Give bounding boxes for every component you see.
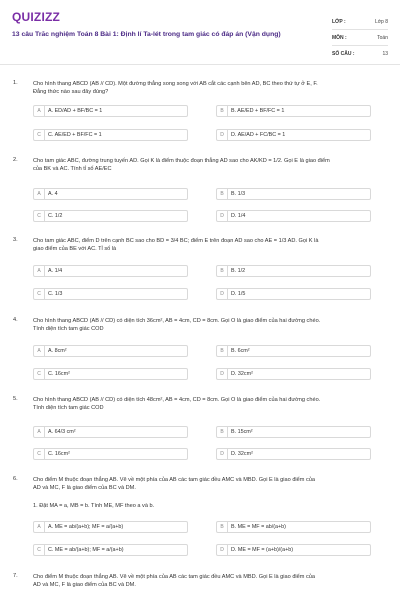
option-d[interactable] xyxy=(216,544,371,556)
option-letter: C xyxy=(34,130,45,140)
meta-value: 13 xyxy=(382,50,388,57)
option-text: C. 16cm² xyxy=(48,371,70,377)
option-text: D. 32cm² xyxy=(231,451,253,457)
option-a[interactable] xyxy=(33,265,188,277)
option-text: B. 6cm² xyxy=(231,348,250,354)
option-letter: C xyxy=(34,449,45,459)
option-a[interactable] xyxy=(33,426,188,438)
option-letter: C xyxy=(34,211,45,221)
option-text: A. 1/4 xyxy=(48,268,63,274)
question-line: của BK và AC. Tính tỉ số AE/EC xyxy=(33,166,112,172)
option-letter: B xyxy=(217,346,228,356)
option-c[interactable] xyxy=(33,448,188,460)
option-letter: A xyxy=(34,266,45,276)
question-number: 4. xyxy=(13,317,18,323)
option-letter: D xyxy=(217,289,228,299)
question-line: Cho hình thang ABCD (AB // CD) có diện tích 36cm², AB = 4cm, CD = 8cm. Gọi O là giao điểm của hai đường chéo. xyxy=(33,318,321,324)
option-text: A. ED/AD + BF/BC = 1 xyxy=(48,108,103,114)
option-a[interactable] xyxy=(33,105,188,117)
question-text xyxy=(33,317,387,333)
worksheet-header xyxy=(0,0,400,70)
option-letter: A xyxy=(34,522,45,532)
option-b[interactable] xyxy=(216,105,371,117)
question-line: Cho hình thang ABCD (AB // CD). Một đường thẳng song song với AB cắt các cạnh bên AD, BC theo thứ tự ở E, F. xyxy=(33,81,318,87)
option-text: B. 1/3 xyxy=(231,191,246,197)
option-c[interactable] xyxy=(33,288,188,300)
option-text: B. 15cm² xyxy=(231,429,253,435)
option-b[interactable] xyxy=(216,345,371,357)
question-number: 1. xyxy=(13,80,18,86)
option-text: A. 4 xyxy=(48,191,58,197)
option-text: C. AE/ED + BF/FC = 1 xyxy=(48,132,102,138)
question-line: AD và MC, F là giao điểm của BC và DM. xyxy=(33,485,136,491)
meta-row-count xyxy=(332,45,388,61)
meta-key: MÔN : xyxy=(332,34,347,41)
option-text: B. 1/2 xyxy=(231,268,246,274)
question-text xyxy=(33,476,387,492)
question-line: Cho điểm M thuộc đoạn thẳng AB. Vẽ về một phía của AB các tam giác đều AMC và MBD. Gọi E là giao điểm của xyxy=(33,477,316,483)
question-line: Cho tam giác ABC, đường trung tuyến AD. Gọi K là điểm thuộc đoạn thẳng AD sao cho AK/KD = 1/2. Gọi E là giao điểm xyxy=(33,158,330,164)
option-a[interactable] xyxy=(33,521,188,533)
option-letter: D xyxy=(217,130,228,140)
option-letter: B xyxy=(217,266,228,276)
option-text: D. 1/4 xyxy=(231,213,246,219)
question-line: Đẳng thức nào sau đây đúng? xyxy=(33,89,109,95)
option-text: B. AE/ED + BF/FC = 1 xyxy=(231,108,285,114)
option-text: C. 1/2 xyxy=(48,213,63,219)
question-text xyxy=(33,237,387,253)
option-d[interactable] xyxy=(216,368,371,380)
option-text: C. 16cm² xyxy=(48,451,70,457)
option-letter: B xyxy=(217,427,228,437)
option-text: B. ME = MF = ab/(a+b) xyxy=(231,524,286,530)
meta-key: SỐ CÂU : xyxy=(332,50,355,57)
option-letter: D xyxy=(217,211,228,221)
option-d[interactable] xyxy=(216,448,371,460)
option-text: D. AE/AD + FC/BC = 1 xyxy=(231,132,286,138)
meta-key: LỚP : xyxy=(332,18,346,25)
question-number: 5. xyxy=(13,396,18,402)
question-line: giao điểm của BE với AC. Tỉ số là xyxy=(33,246,117,252)
option-text: C. ME = ab/(a+b); MF = a/(a+b) xyxy=(48,547,124,553)
option-text: D. ME = MF = (a+b)/(a+b) xyxy=(231,547,294,553)
option-letter: B xyxy=(217,106,228,116)
option-b[interactable] xyxy=(216,188,371,200)
option-letter: C xyxy=(34,545,45,555)
sub-question: 1. Đặt MA = a, MB = b. Tính ME, MF theo a và b. xyxy=(33,503,155,509)
option-c[interactable] xyxy=(33,544,188,556)
option-letter: A xyxy=(34,346,45,356)
option-letter: B xyxy=(217,189,228,199)
header-divider xyxy=(0,64,400,65)
question-number: 7. xyxy=(13,573,18,579)
question-text xyxy=(33,396,387,412)
meta-row-grade xyxy=(332,14,388,29)
option-text: C. 1/3 xyxy=(48,291,63,297)
option-c[interactable] xyxy=(33,129,188,141)
question-number: 6. xyxy=(13,476,18,482)
question-line: Cho điểm M thuộc đoạn thẳng AB. Vẽ về một phía của AB các tam giác đều AMC và MBD. Gọi E là giao điểm của xyxy=(33,574,316,580)
option-text: A. ME = ab/(a+b); MF = a/(a+b) xyxy=(48,524,124,530)
question-line: Cho tam giác ABC, điểm D trên cạnh BC sao cho BD = 3/4 BC; điểm E trên đoạn AD sao cho AE = 1/3 AD. Gọi K là xyxy=(33,238,319,244)
option-b[interactable] xyxy=(216,426,371,438)
question-line: Cho hình thang ABCD (AB // CD) có diện tích 48cm², AB = 4cm, CD = 8cm. Gọi O là giao điểm của hai đường chéo. xyxy=(33,397,321,403)
meta-value: Toán xyxy=(377,34,388,41)
option-text: A. 8cm² xyxy=(48,348,67,354)
option-letter: D xyxy=(217,545,228,555)
option-d[interactable] xyxy=(216,288,371,300)
option-letter: A xyxy=(34,189,45,199)
option-text: D. 1/5 xyxy=(231,291,246,297)
option-text: D. 32cm² xyxy=(231,371,253,377)
option-letter: A xyxy=(34,427,45,437)
question-text xyxy=(33,157,387,173)
quizizz-logo: QUIZIZZ xyxy=(12,10,61,24)
question-text xyxy=(33,573,387,589)
option-letter: D xyxy=(217,369,228,379)
option-c[interactable] xyxy=(33,368,188,380)
option-a[interactable] xyxy=(33,345,188,357)
option-letter: D xyxy=(217,449,228,459)
option-letter: C xyxy=(34,369,45,379)
option-text: A. 64/3 cm² xyxy=(48,429,76,435)
option-d[interactable] xyxy=(216,129,371,141)
option-a[interactable] xyxy=(33,188,188,200)
document-title: 13 câu Trắc nghiệm Toán 8 Bài 1: Định lí Ta-lét trong tam giác có đáp án (Vận dụng) xyxy=(12,31,281,38)
question-line: Tính diện tích tam giác COD xyxy=(33,326,104,332)
option-c[interactable] xyxy=(33,210,188,222)
question-number: 2. xyxy=(13,157,18,163)
meta-value: Lớp 8 xyxy=(374,18,388,25)
option-b[interactable] xyxy=(216,521,371,533)
question-line: AD và MC, F là giao điểm của BC và DM. xyxy=(33,582,136,588)
meta-row-subject xyxy=(332,29,388,45)
option-letter: C xyxy=(34,289,45,299)
option-letter: A xyxy=(34,106,45,116)
meta-table xyxy=(332,14,388,61)
option-b[interactable] xyxy=(216,265,371,277)
question-number: 3. xyxy=(13,237,18,243)
option-letter: B xyxy=(217,522,228,532)
question-text xyxy=(33,80,387,96)
question-line: Tính diện tích tam giác COD xyxy=(33,405,104,411)
option-d[interactable] xyxy=(216,210,371,222)
